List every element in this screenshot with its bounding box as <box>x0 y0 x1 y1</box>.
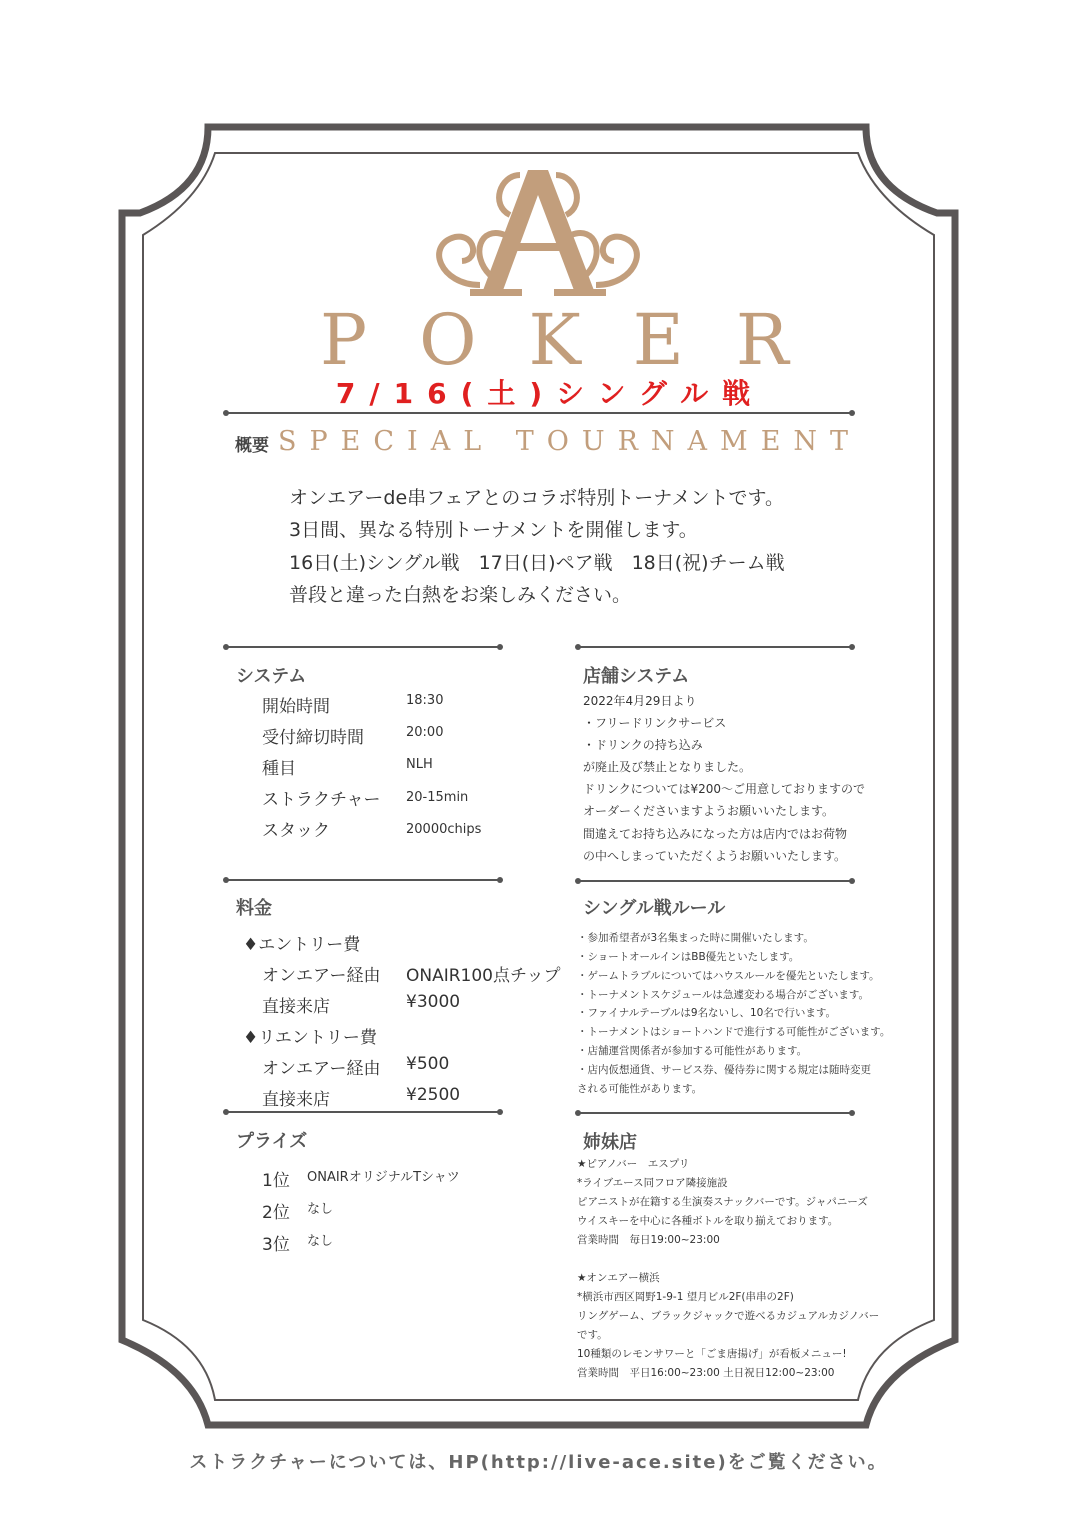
system-label: 受付締切時間 <box>262 728 364 748</box>
rule-line: ・店舗運営関係者が参加する可能性があります。 <box>577 1045 808 1057</box>
rule-line: ・ショートオールインはBB優先といたします。 <box>577 951 800 963</box>
divider <box>578 880 852 882</box>
store-system-line: ・ドリンクの持ち込み <box>583 738 703 752</box>
fee-value: ¥3000 <box>406 992 461 1012</box>
divider <box>226 879 500 881</box>
store-system-line: ドリンクについては¥200〜ご用意しておりますので <box>583 782 866 796</box>
sister-store-line: ウイスキーを中心に各種ボトルを取り揃えております。 <box>577 1215 839 1227</box>
ace-logo-icon <box>420 165 655 300</box>
rule-line: される可能性があります。 <box>577 1083 703 1095</box>
fee-value: ONAIR100点チップ <box>406 966 561 986</box>
intro-line: 16日(土)シングル戦 17日(日)ペア戦 18日(祝)チーム戦 <box>289 552 785 574</box>
prize-value: なし <box>307 1234 334 1249</box>
sister-store-line: *ライブエース同フロア隣接施設 <box>577 1177 728 1189</box>
fee-label: オンエアー経由 <box>262 1059 381 1079</box>
system-value: 18:30 <box>406 693 444 708</box>
divider <box>578 1112 852 1114</box>
fee-label: 直接来店 <box>262 1090 330 1110</box>
poker-title: POKER <box>320 299 841 381</box>
system-value: NLH <box>406 757 433 772</box>
system-value: 20:00 <box>406 725 444 740</box>
prize-rank: 1位 <box>262 1171 290 1191</box>
footer-note: ストラクチャーについては、HP(http://live-ace.site)をご覧ください。 <box>189 1452 888 1473</box>
system-label: スタック <box>262 821 330 841</box>
prize-rank: 2位 <box>262 1203 290 1223</box>
special-tournament-heading: SPECIAL TOURNAMENT <box>278 426 862 457</box>
divider <box>226 646 500 648</box>
store-system-line: が廃止及び禁止となりました。 <box>583 760 752 774</box>
rule-line: ・ファイナルテーブルは9名ないし、10名で行います。 <box>577 1007 837 1019</box>
sister-store-line: 営業時間 平日16:00~23:00 土日祝日12:00~23:00 <box>577 1367 835 1379</box>
prize-value: なし <box>307 1202 334 1217</box>
intro-line: オンエアーde串フェアとのコラボ特別トーナメントです。 <box>289 487 784 509</box>
divider <box>226 1111 500 1113</box>
rule-line: ・トーナメントはショートハンドで進行する可能性がございます。 <box>577 1026 891 1038</box>
reentry-fee-heading: ♦リエントリー費 <box>243 1028 377 1048</box>
rule-line: ・ゲームトラブルについてはハウスルールを優先といたします。 <box>577 970 880 982</box>
store-system-line: 2022年4月29日より <box>583 694 697 708</box>
divider <box>226 412 852 414</box>
store-system-line: 間違えてお持ち込みになった方は店内ではお荷物 <box>583 827 848 841</box>
sister-store-line: 営業時間 毎日19:00~23:00 <box>577 1234 720 1246</box>
intro-line: 3日間、異なる特別トーナメントを開催します。 <box>289 519 698 541</box>
system-label: 種目 <box>262 759 296 779</box>
system-label: 開始時間 <box>262 697 330 717</box>
rule-line: ・参加希望者が3名集まった時に開催いたします。 <box>577 932 814 944</box>
prize-value: ONAIRオリジナルTシャツ <box>307 1170 460 1185</box>
sister-store-line: です。 <box>577 1329 608 1341</box>
system-value: 20-15min <box>406 790 469 805</box>
rule-line: ・店内仮想通貨、サービス券、優待券に関する規定は随時変更 <box>577 1064 871 1076</box>
sister-store-line: 10種類のレモンサワーと「ごま唐揚げ」が看板メニュー! <box>577 1348 847 1360</box>
store-system-line: ・フリードリンクサービス <box>583 716 727 730</box>
overview-label: 概要 <box>235 436 269 456</box>
sister-store-line: *横浜市西区岡野1-9-1 望月ビル2F(串串の2F) <box>577 1291 794 1303</box>
system-heading: システム <box>236 666 307 687</box>
system-label: ストラクチャー <box>262 790 381 810</box>
sister-store-line: ピアニストが在籍する生演奏スナックバーです。ジャパニーズ <box>577 1196 868 1208</box>
rules-heading: シングル戦ルール <box>583 898 726 919</box>
sister-store-line: リングゲーム、ブラックジャックで遊べるカジュアルカジノバー <box>577 1310 880 1322</box>
sister-store-line: ★ピアノバー エスプリ <box>577 1158 690 1170</box>
store-system-line: の中へしまっていただくようお願いいたします。 <box>583 849 847 863</box>
divider <box>578 646 852 648</box>
rule-line: ・トーナメントスケジュールは急遽変わる場合がございます。 <box>577 989 870 1001</box>
fee-value: ¥2500 <box>406 1085 461 1105</box>
store-system-heading: 店舗システム <box>583 666 690 687</box>
sister-store-line: ★オンエアー横浜 <box>577 1272 660 1284</box>
fee-label: 直接来店 <box>262 997 330 1017</box>
fee-label: オンエアー経由 <box>262 966 381 986</box>
prize-rank: 3位 <box>262 1235 290 1255</box>
event-date-title: 7/16(土)シングル戦 <box>335 377 765 410</box>
intro-line: 普段と違った白熱をお楽しみください。 <box>289 584 632 606</box>
system-value: 20000chips <box>406 822 482 837</box>
prize-heading: プライズ <box>236 1131 308 1152</box>
entry-fee-heading: ♦エントリー費 <box>243 935 361 955</box>
store-system-line: オーダーくださいますようお願いいたします。 <box>583 804 835 818</box>
sister-store-heading: 姉妹店 <box>583 1132 637 1153</box>
fee-value: ¥500 <box>406 1054 450 1074</box>
fee-heading: 料金 <box>236 898 272 919</box>
